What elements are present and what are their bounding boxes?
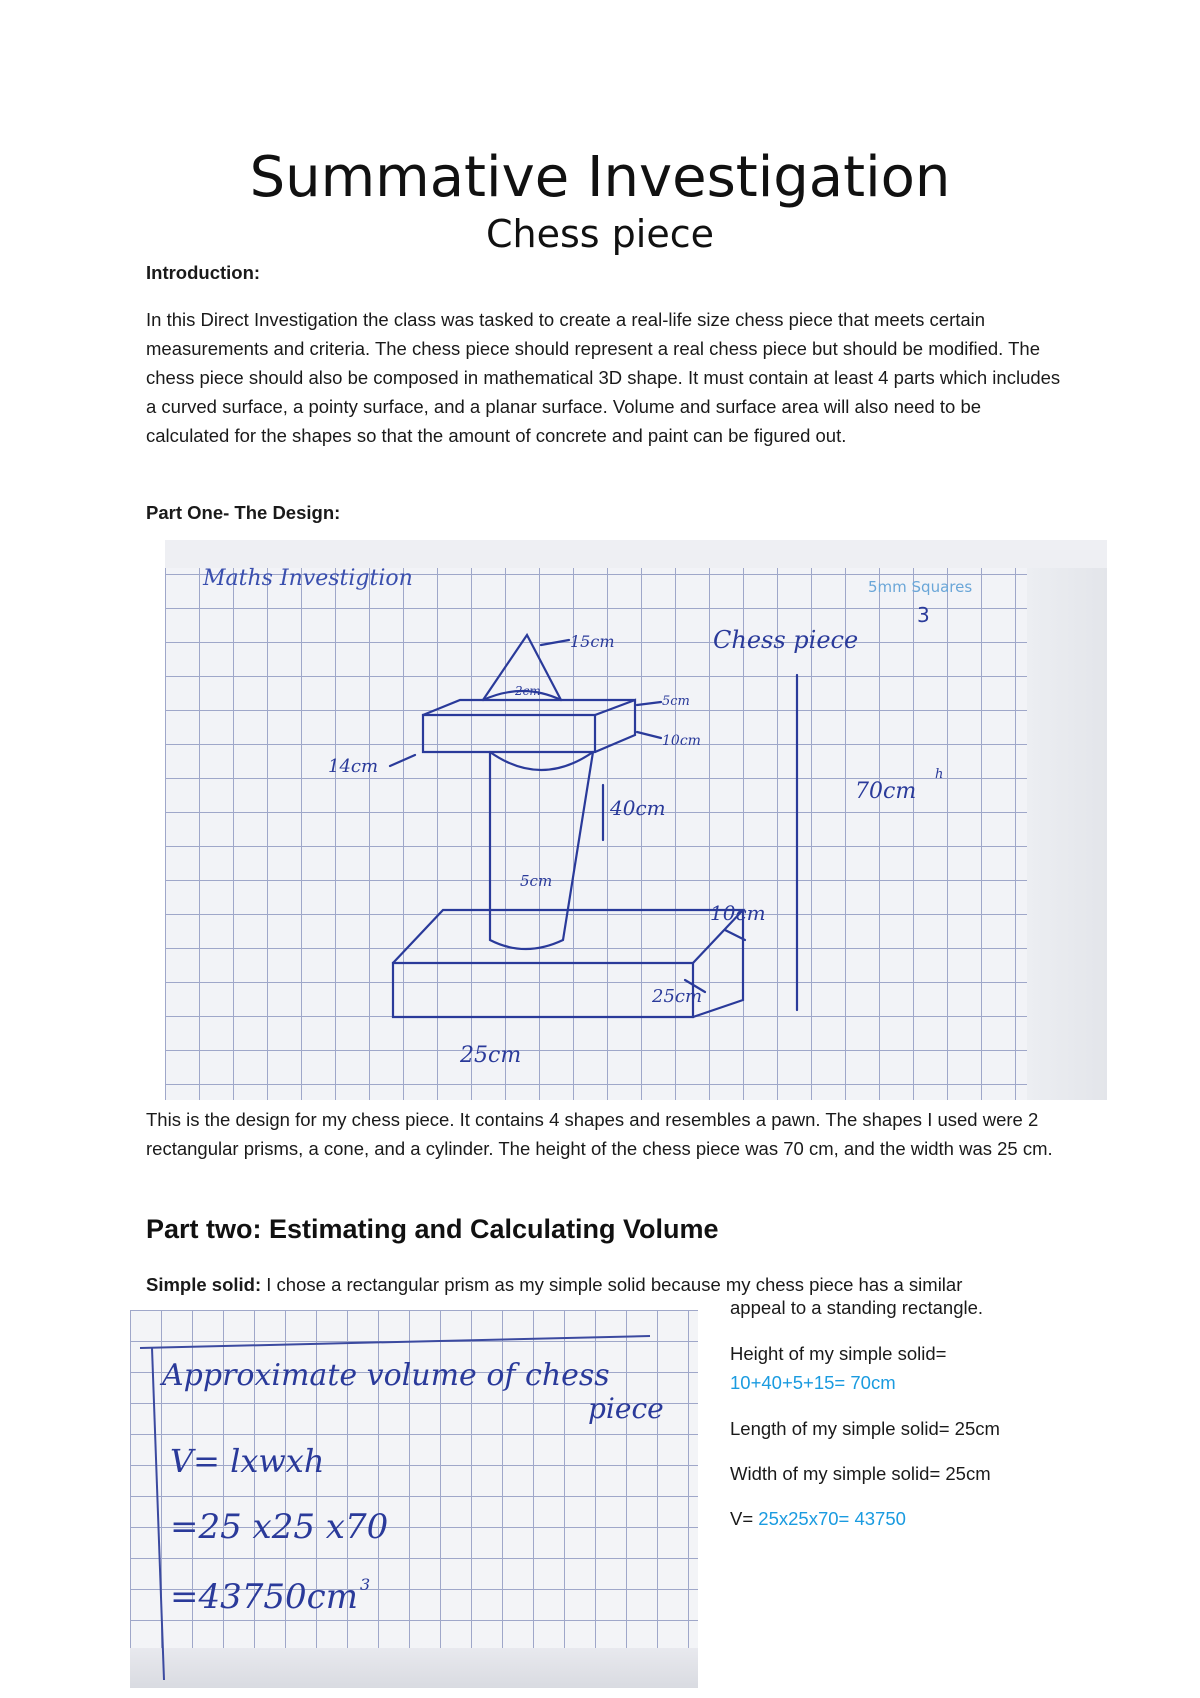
design-sketch-photo bbox=[165, 540, 1107, 1100]
label-cone-height: 15cm bbox=[570, 632, 615, 651]
simple-solid-text: I chose a rectangular prism as my simple solid because my chess piece has a similar bbox=[261, 1274, 963, 1295]
top-prism-front bbox=[423, 700, 635, 752]
base-prism-front bbox=[393, 963, 693, 1017]
page-subtitle: Chess piece bbox=[486, 212, 714, 256]
page-title: Summative Investigation bbox=[249, 145, 951, 210]
part-two-heading: Part two: Estimating and Calculating Volume bbox=[146, 1214, 719, 1244]
cylinder-outline bbox=[490, 752, 593, 949]
sketch-header: Maths Investigtion bbox=[203, 566, 413, 591]
simple-solid-line bbox=[146, 1270, 1106, 1299]
length-text: Length of my simple solid= 25cm bbox=[730, 1418, 1000, 1439]
cylinder-top bbox=[490, 752, 593, 770]
label-total-height: 70cm bbox=[855, 779, 917, 804]
label-cylinder-height: 40cm bbox=[610, 796, 666, 820]
note-step1: =25 x25 x70 bbox=[170, 1507, 389, 1547]
intro-paragraph: In this Direct Investigation the class was tasked to create a real-life size chess piece that meets certain measurements and criteria. The chess piece should represent a real chess piece but should be modified. The chess piece should also be composed in mathematical 3D shape. It must contain at least 4 parts which includes a curved surface, a pointy surface, and a planar surface. Volume and surface area will also need to be calculated for the shapes so that the amount of concrete and paint can be figured out. bbox=[146, 309, 1061, 446]
note-title-line2: piece bbox=[588, 1392, 664, 1425]
simple-solid-text-cont: appeal to a standing rectangle. bbox=[730, 1297, 984, 1318]
label-h-mark: h bbox=[935, 767, 944, 782]
height-calc: 10+40+5+15= 70cm bbox=[730, 1372, 896, 1393]
label-cone-base: 2cm bbox=[515, 684, 541, 698]
part-one-heading: Part One- The Design: bbox=[146, 502, 341, 523]
volume-calc: 25x25x70= 43750 bbox=[758, 1508, 906, 1529]
width-text: Width of my simple solid= 25cm bbox=[730, 1463, 991, 1484]
note-unit-power: 3 bbox=[360, 1575, 371, 1594]
note-step2: =43750cm bbox=[170, 1577, 358, 1617]
design-drawing bbox=[165, 540, 1107, 1100]
base-prism-top bbox=[393, 910, 743, 963]
sketch-title: Chess piece bbox=[713, 626, 859, 654]
label-top-prism-height: 5cm bbox=[662, 694, 690, 709]
label-cylinder-diameter: 5cm bbox=[520, 872, 553, 890]
corner-mark: 3 bbox=[917, 603, 930, 627]
label-base-depth: 25cm bbox=[652, 986, 703, 1007]
paper-label: 5mm Squares bbox=[868, 578, 973, 596]
label-top-width: 14cm bbox=[328, 756, 379, 777]
label-base-length: 25cm bbox=[460, 1043, 522, 1068]
volume-line bbox=[730, 1508, 1150, 1530]
volume-note-photo bbox=[130, 1310, 698, 1688]
label-base-height: 10cm bbox=[710, 901, 766, 925]
volume-label: V= bbox=[730, 1508, 759, 1529]
label-top-prism-depth: 10cm bbox=[662, 733, 701, 749]
note-drawing bbox=[130, 1310, 698, 1688]
note-title-line1: Approximate volume of chess bbox=[162, 1358, 610, 1393]
height-label: Height of my simple solid= bbox=[730, 1343, 947, 1364]
design-caption: This is the design for my chess piece. It contains 4 shapes and resembles a pawn. The shapes I used were 2 rectangular prisms, a cone, and a cylinder. The height of the chess piece was 70 cm, and the width was 25 cm. bbox=[146, 1109, 1053, 1159]
note-formula: V= lxwxh bbox=[170, 1442, 325, 1480]
simple-solid-label: Simple solid: bbox=[146, 1274, 262, 1295]
intro-heading: Introduction: bbox=[146, 262, 261, 283]
